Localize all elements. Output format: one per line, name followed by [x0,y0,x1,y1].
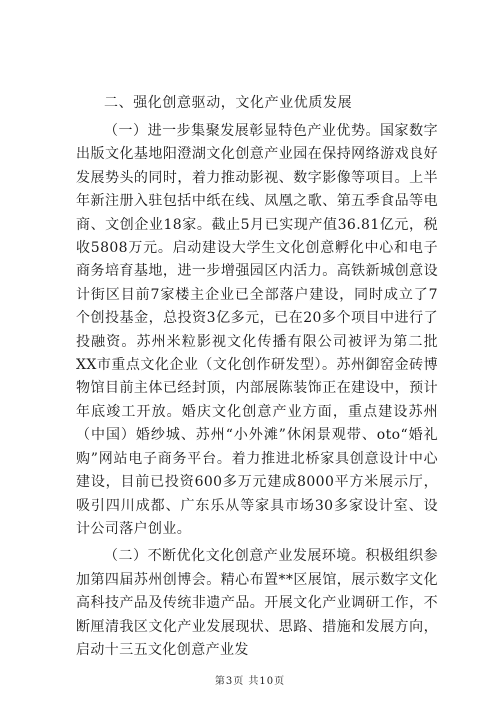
document-body [76,94,438,666]
page-footer: 第3页 共10页 [214,676,286,687]
section-heading: 二、强化创意驱动，文化产业优质发展 [104,95,353,111]
paragraph-1: （一）进一步集聚发展彰显特色产业优势。国家数字出版文化基地阳澄湖文化创意产业园在保持网络游戏良好发展势头的同时，着力推动影视、数字影像等项目。上半年新注册入驻包括中纸在线、凤凰之歌、第五季食品等电商、文创企业18家。截止5月已实现产值36.81亿元，税收5808万元。启动建设大学生文化创意孵化中心和电子商务培育基地，进一步增强园区内活力。高铁新城创意设计街区目前7家楼主企业已全部落户建设，同时成立了7个创投基金，总投资3亿多元，已在20多个项目中进行了投融资。苏州米粒影视文化传播有限公司被评为第二批XX市重点文化企业（文化创作研发型）。苏州御窑金砖博物馆目前主体已经封顶，内部展陈装饰正在建设中，预计年底竣工开放。婚庆文化创意产业方面，重点建设苏州（中国）婚纱城、苏州“小外滩”休闲景观带、oto“婚礼购”网站电子商务平台。着力推进北桥家具创意设计中心建设，目前已投资600多万元建成8000平方米展示厅，吸引四川成都、广东乐从等家具市场30多家设计室、设计公司落户创业。 [76,123,438,537]
paragraph-2: （二）不断优化文化创意产业发展环境。积极组织参加第四届苏州创博会。精心布置**区展馆，展示数字文化高科技产品及传统非遗产品。开展文化产业调研工作，不断厘清我区文化产业发展现状、思路、措施和发展方向，启动十三五文化创意产业发 [76,548,438,658]
